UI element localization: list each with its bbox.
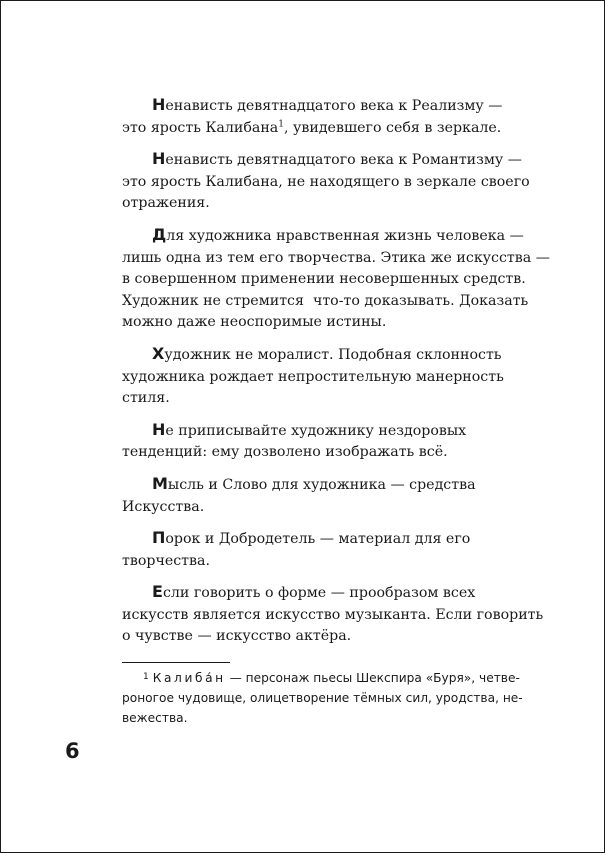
footnote-divider [122,662,230,663]
paragraph-1: Ненависть девятнадцатого века к Реализму — это ярость Калибана$^1$, увидевшего себя в зеркале. [122,95,503,136]
drop-initial: Х [152,343,165,363]
drop-initial: Н [152,149,166,169]
paragraph-2: Ненависть девятнадцатого века к Романтизму — это ярость Калибана, не находящего в зеркале своего отражения. [122,149,530,212]
paragraph-6: Мысль и Слово для художника — средства Искусства. [122,473,476,515]
drop-initial: Н [152,95,166,114]
drop-initial: Д [152,224,167,244]
drop-initial: Е [152,582,163,602]
paragraph-8: Если говорить о форме — прообразом всех искусств является искусство музыканта. Если говорить о чувстве — искусство актёра. [122,582,544,645]
footnote-number: 1 [143,672,149,682]
paragraph-3: Для художника нравственная жизнь человека — лишь одна из тем его творчества. Этика же искусства — в совершенном применении несовершенных средств. Художник не стремится что-то доказывать. Доказать можно даже неоспоримые истины. [122,224,550,331]
page-number: 6 [65,739,80,763]
drop-initial: М [152,473,168,493]
drop-initial: Н [152,419,166,439]
paragraph-4: Художник не моралист. Подобная склонность художника рождает непростительную манерность стиля. [122,343,504,407]
paragraph-7: Порок и Добродетель — материал для его творчества. [122,528,471,569]
drop-initial: П [152,528,166,548]
main-text [122,94,550,657]
footnote-reference[interactable]: 1 [278,118,285,129]
paragraph-5: Не приписывайте художнику нездоровых тенденций: ему дозволено изображать всё. [122,419,467,461]
footnote: $^1$ Калиба́н — персонаж пьесы Шекспира «Буря», четве- роногое чудовище, олицетворение тёмных сил, уродства, не- вежества. [122,671,523,725]
footnote-term: Калиба́н [152,671,226,685]
